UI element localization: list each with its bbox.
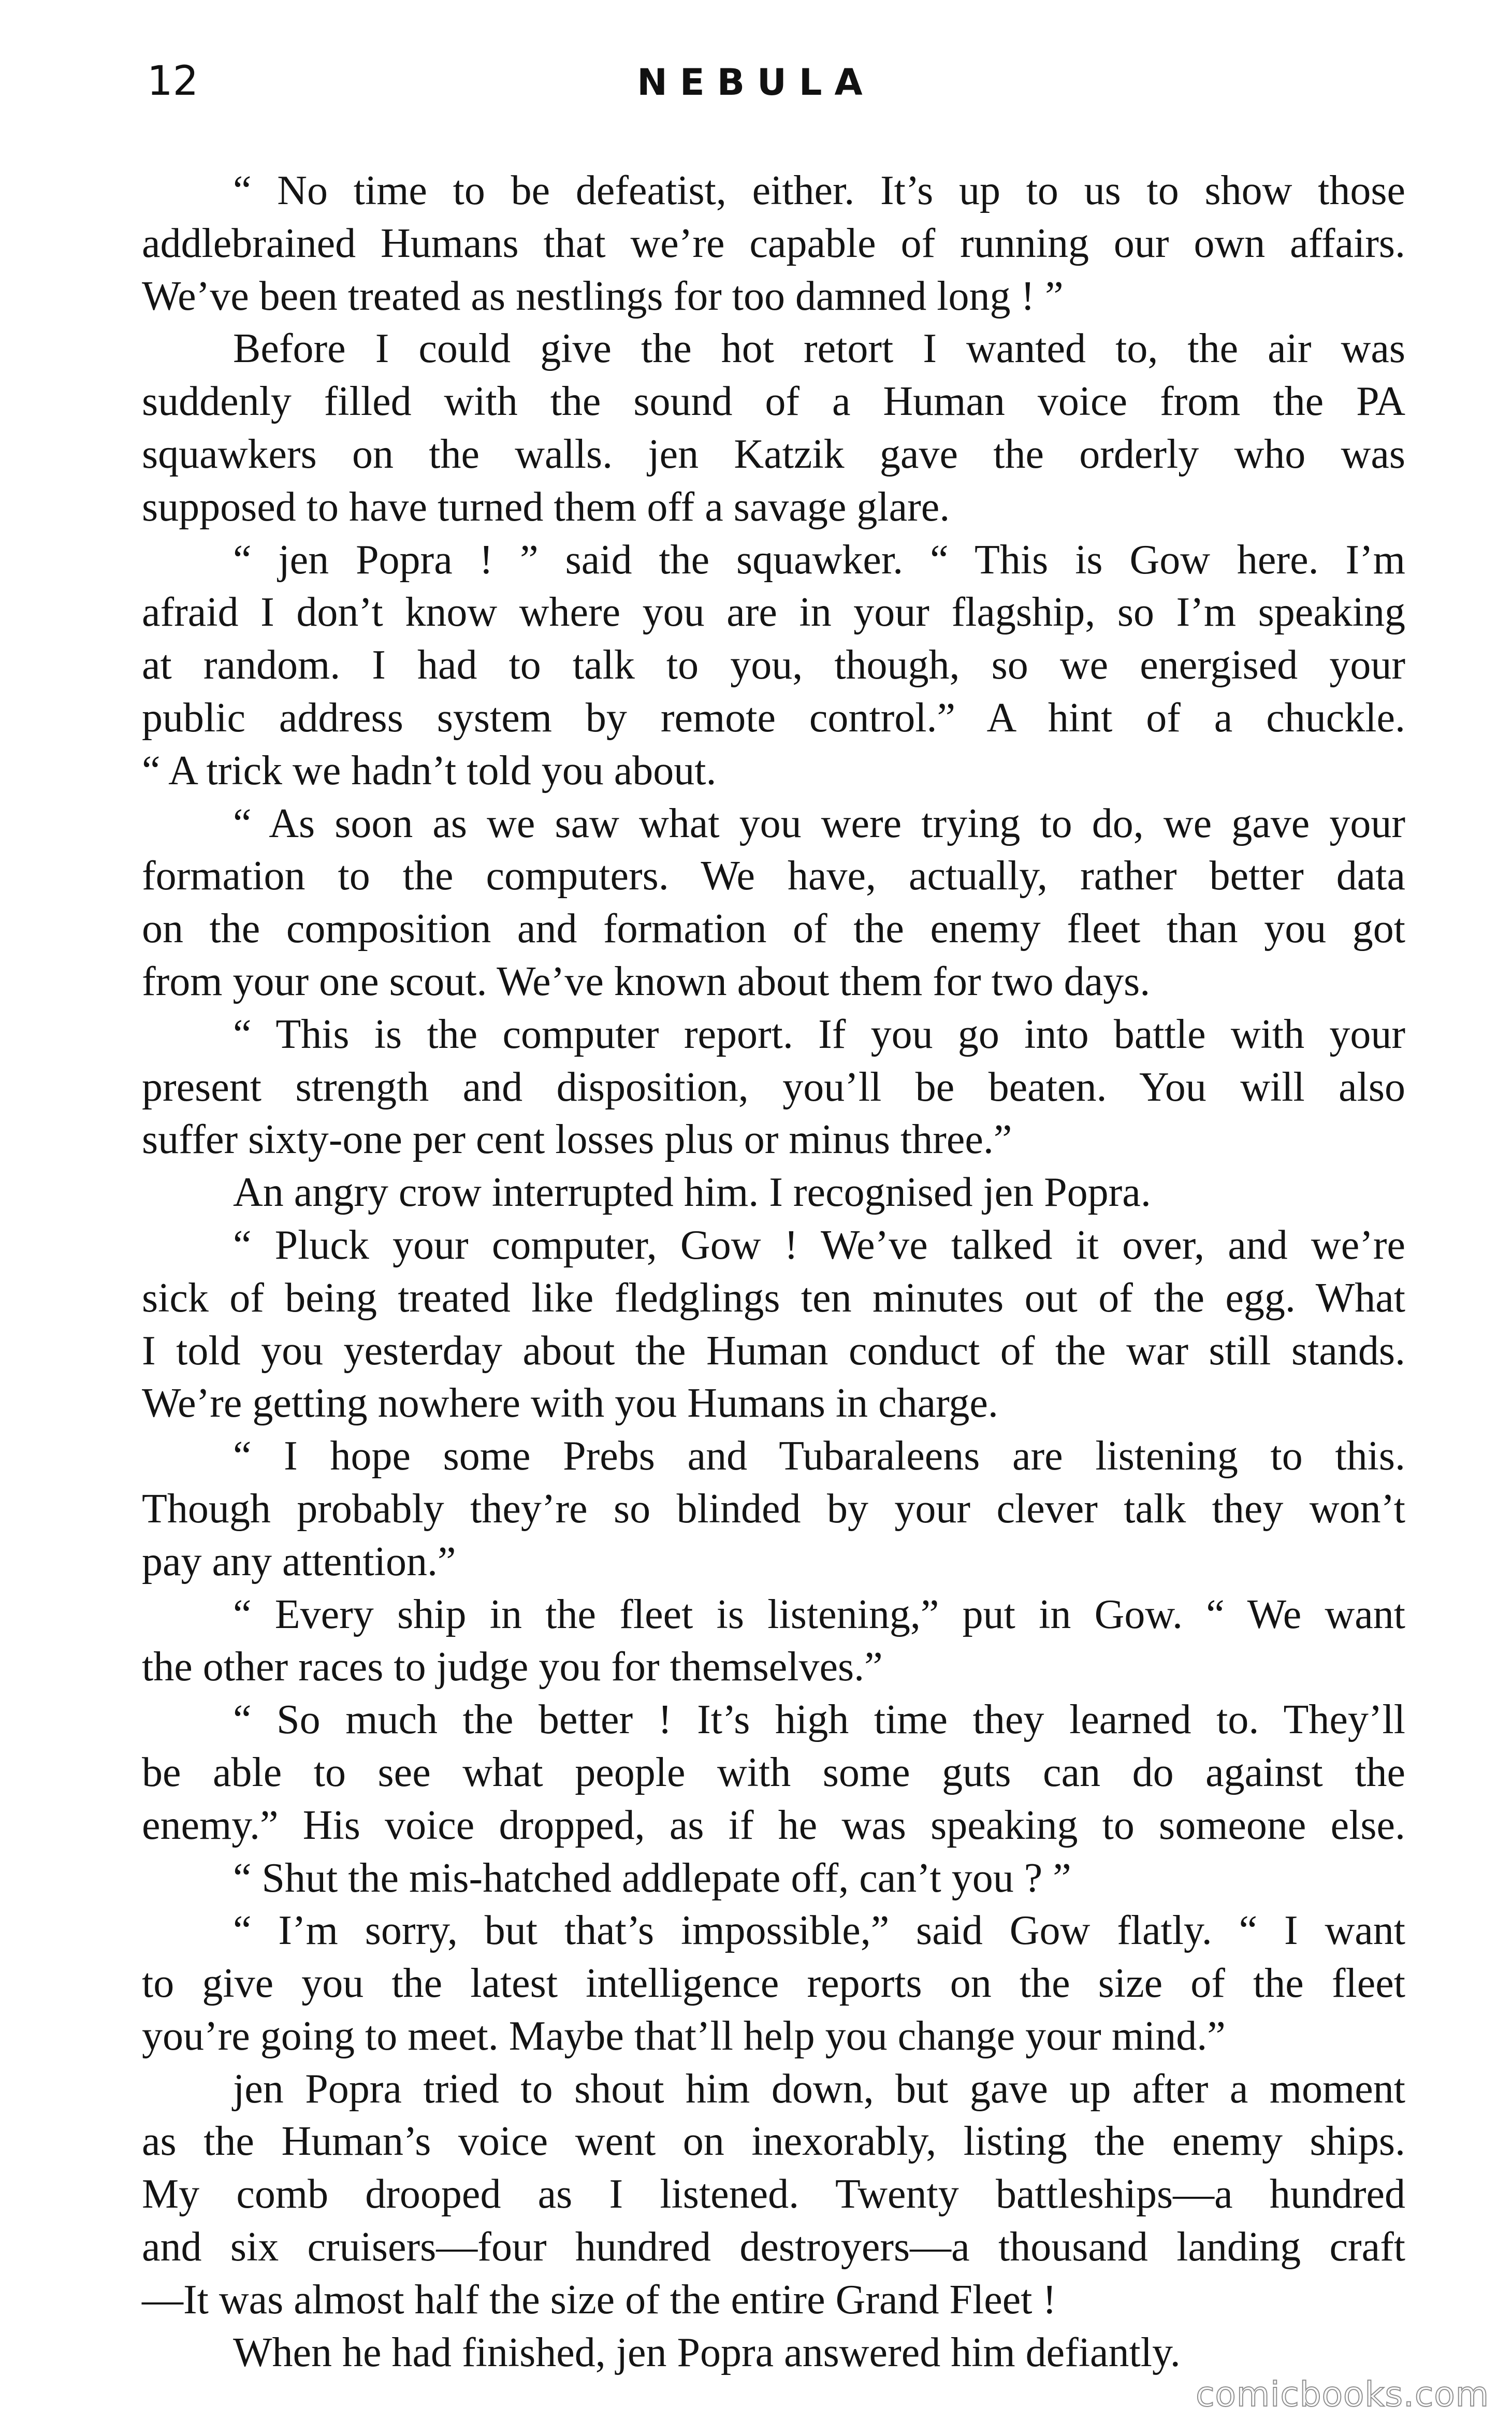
text-line: “ jen Popra ! ” said the squawker. “ This is Gow here. I’m	[233, 537, 1405, 583]
text-line: on the composition and formation of the enemy fleet than you got	[142, 906, 1405, 952]
text-line: We’re getting nowhere with you Humans in charge.	[142, 1380, 998, 1427]
text-line: formation to the computers. We have, actually, rather better data	[142, 853, 1405, 899]
text-line: at random. I had to talk to you, though, so we energised your	[142, 642, 1405, 688]
page-number: 12	[147, 58, 199, 105]
running-title: NEBULA	[637, 61, 875, 104]
text-line: you’re going to meet. Maybe that’ll help you change your mind.”	[142, 2013, 1226, 2059]
text-line: jen Popra tried to shout him down, but gave up after a moment	[233, 2066, 1405, 2112]
text-line: When he had finished, jen Popra answered him defiantly.	[233, 2329, 1181, 2375]
text-line: suddenly filled with the sound of a Human voice from the PA	[142, 379, 1405, 425]
text-line: “ Pluck your computer, Gow ! We’ve talked it over, and we’re	[233, 1222, 1405, 1268]
text-line: “ So much the better ! It’s high time they learned to. They’ll	[233, 1697, 1405, 1743]
text-line: afraid I don’t know where you are in your flagship, so I’m speaking	[142, 589, 1405, 636]
text-line: “ A trick we hadn’t told you about.	[142, 747, 717, 794]
body-text	[142, 165, 1405, 2379]
text-line: enemy.” His voice dropped, as if he was speaking to someone else.	[142, 1802, 1405, 1848]
text-line: An angry crow interrupted him. I recognised jen Popra.	[233, 1170, 1151, 1216]
text-line: be able to see what people with some guts can do against the	[142, 1749, 1405, 1795]
watermark: comicbooks.com	[1196, 2374, 1489, 2414]
text-line: I told you yesterday about the Human conduct of the war still stands.	[142, 1328, 1405, 1374]
text-line: suffer sixty-one per cent losses plus or minus three.”	[142, 1117, 1012, 1163]
text-line: from your one scout. We’ve known about them for two days.	[142, 958, 1151, 1004]
text-line: My comb drooped as I listened. Twenty battleships—a hundred	[142, 2171, 1405, 2217]
text-line: “ Every ship in the fleet is listening,” put in Gow. “ We want	[233, 1591, 1405, 1637]
text-line: “ This is the computer report. If you go into battle with your	[233, 1011, 1405, 1057]
text-line: —It was almost half the size of the entire Grand Fleet !	[142, 2277, 1057, 2323]
text-line: Though probably they’re so blinded by your clever talk they won’t	[142, 1486, 1405, 1532]
text-line: and six cruisers—four hundred destroyers—a thousand landing craft	[142, 2224, 1405, 2270]
text-line: the other races to judge you for themselves.”	[142, 1644, 883, 1690]
text-line: “ Shut the mis-hatched addlepate off, can’t you ? ”	[233, 1855, 1071, 1901]
text-line: to give you the latest intelligence reports on the size of the fleet	[142, 1961, 1405, 2007]
text-line: “ No time to be defeatist, either. It’s up to us to show those	[233, 168, 1405, 213]
text-line: Before I could give the hot retort I wanted to, the air was	[233, 326, 1405, 372]
text-line: addlebrained Humans that we’re capable of running our own affairs.	[142, 220, 1405, 266]
text-line: as the Human’s voice went on inexorably, listing the enemy ships.	[142, 2119, 1405, 2165]
text-line: “ As soon as we saw what you were trying to do, we gave your	[233, 800, 1405, 846]
text-line: We’ve been treated as nestlings for too damned long ! ”	[142, 273, 1064, 319]
text-line: “ I’m sorry, but that’s impossible,” said Gow flatly. “ I want	[233, 1908, 1405, 1954]
text-line: public address system by remote control.” A hint of a chuckle.	[142, 695, 1405, 741]
text-line: supposed to have turned them off a savage glare.	[142, 484, 950, 530]
text-line: present strength and disposition, you’ll be beaten. You will also	[142, 1064, 1405, 1110]
text-line: squawkers on the walls. jen Katzik gave the orderly who was	[142, 431, 1405, 477]
text-line: “ I hope some Prebs and Tubaraleens are listening to this.	[233, 1433, 1405, 1479]
text-line: sick of being treated like fledglings ten minutes out of the egg. What	[142, 1275, 1405, 1321]
text-line: pay any attention.”	[142, 1538, 456, 1584]
